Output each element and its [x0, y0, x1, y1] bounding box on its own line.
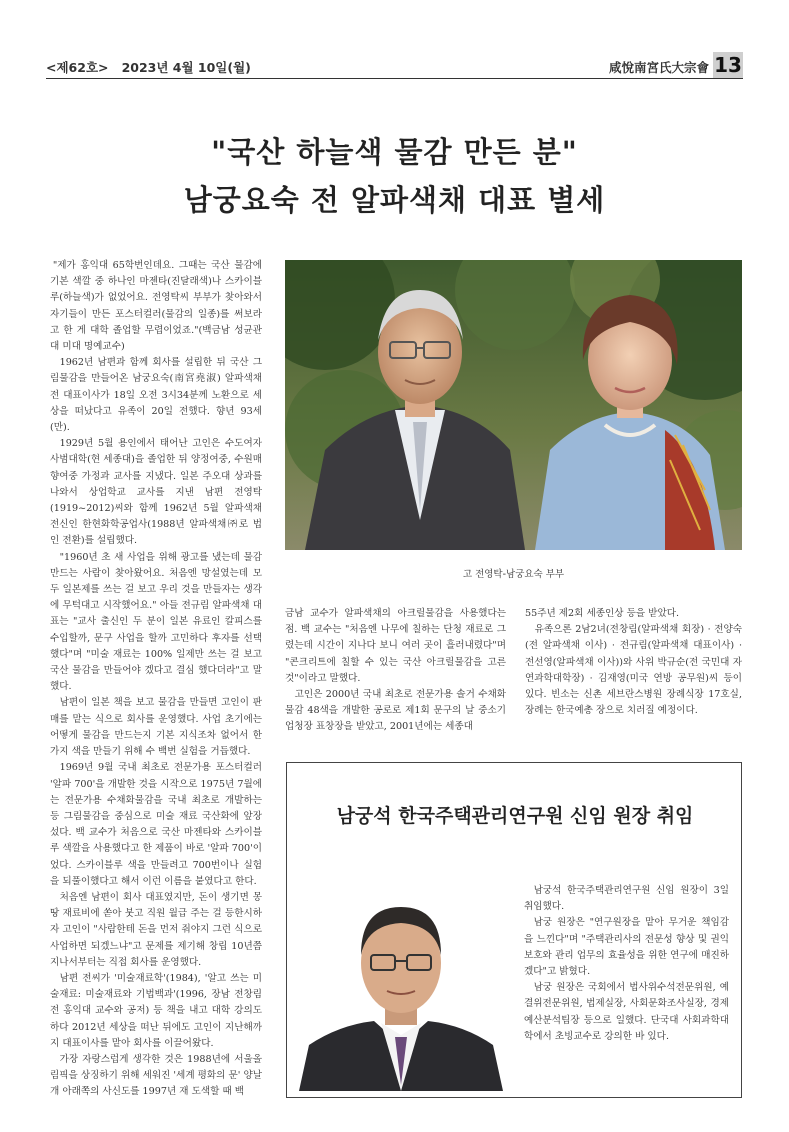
paragraph: 가장 자랑스럽게 생각한 것은 1988년에 서울올림픽을 상징하기 위해 세워진 '세계 평화의 문' 양날개 아래쪽의 사신도를 1997년 재 도색할 때 백 [50, 1053, 262, 1098]
article-column-2 [285, 606, 506, 751]
portrait-photo [299, 885, 503, 1091]
publication-date: 2023년 4월 10일(월) [121, 60, 251, 75]
page-header [46, 52, 743, 79]
paragraph: 고인은 2000년 국내 최초로 전문가용 솔거 수채화 물감 48색을 개발한 공로로 제1회 문구의 날 중소기업청장 표창장을 받았고, 2001년에는 세종대 [285, 689, 506, 733]
photo-caption: 고 전영탁-남궁요숙 부부 [462, 569, 565, 580]
article-headline: 남궁요숙 전 알파색채 대표 별세 [183, 183, 606, 217]
paragraph: 1929년 5월 용인에서 태어난 고인은 수도여자사범대학(현 세종대)을 졸업한 뒤 양정여중, 수원매향여중 가정과 교사를 지냈다. 일본 주오대 상과를 나와서 상업학교 교사를 지낸 남편 전영탁(1919~2012)씨와 함께 1962년 5월 알파색채 전신인 한현화학공업사(1988년 알파색채㈜로 법인 전환)를 설립했다. [50, 438, 262, 547]
couple-photo [285, 260, 742, 550]
paragraph: 유족으론 2남2녀(전창림(알파색채 회장) · 전양숙(전 알파색채 이사) · 전규림(알파색채 대표이사) · 전선영(알파색채 이사))와 사위 박규순(전 국민대 자연과학대학장) · 김재영(미국 연방 공무원)씨 등이 있다. 빈소는 신촌 세브란스병원 장례식장 17호실, 장례는 한국예총 장으로 치러질 예정이다. [525, 624, 742, 717]
issue-number: <제62호> [46, 60, 109, 75]
page-number: 13 [714, 53, 742, 77]
paragraph: 남궁 원장은 "연구원장을 맡아 무거운 책임감을 느낀다"며 "주택관리사의 전문성 향상 및 권익보호와 관리 업무의 효율성을 위한 연구에 매진하겠다"고 밝혔다. [524, 917, 729, 978]
paragraph: 1962년 남편과 함께 회사를 설립한 뒤 국산 그림물감을 만들어온 남궁요숙(南宮堯淑) 알파색채전 대표이사가 18일 오전 3시34분께 노환으로 세상을 떠났다고 유족이 20일 전했다. 향년 93세(만). [50, 357, 262, 434]
paragraph: 남궁석 한국주택관리연구원 신임 원장이 3일 취임했다. [524, 885, 729, 913]
appointment-article-box [286, 762, 742, 1098]
paragraph: 남궁 원장은 국회에서 법사위수석전문위원, 예결위전문위원, 법제실장, 사회문화조사실장, 경제예산분석팀장 등으로 일했다. 단국대 사회과학대학에서 초빙교수로 강의한 바 있다. [524, 982, 729, 1042]
paragraph: 금남 교수가 알파색채의 아크릴물감을 사용했다는 점. 백 교수는 "처음엔 나무에 칠하는 단청 재료로 그렸는데 시간이 지나다 보니 여러 곳이 흘러내렸다"며 "콘크리트에 칠할 수 있는 국산 아크릴물감을 고른 것"이라고 말했다. [285, 608, 506, 684]
paragraph: 남편 전씨가 '미술재료학'(1984), '알고 쓰는 미술재료: 미술재료와 기법백과'(1996, 장남 전창림 전 홍익대 교수와 공저) 등 책을 내고 대학 강의도 하다 2012년 세상을 떠난 뒤에도 고인이 지난해까지 대표이사를 맡아 회사를 이끌어왔다. [50, 972, 262, 1049]
publication-name: 咸悅南宮氏大宗會 [608, 60, 709, 75]
appointment-body [524, 883, 729, 1093]
paragraph: 처음엔 남편이 회사 대표였지만, 돈이 생기면 몽땅 재료비에 쏟아 붓고 직원 월급 주는 걸 등한시하자 고인이 "사람한테 돈을 먼저 줘야지 그런 식으로 사업하면 되겠느냐"고 문제를 제기해 창립 10년쯤 지나서부터는 직접 회사를 운영했다. [50, 891, 262, 968]
article-headline-quote: "국산 하늘색 물감 만든 분" [211, 135, 578, 169]
paragraph: 남편이 일본 책을 보고 물감을 만들면 고인이 판매를 맡는 식으로 회사를 운영했다. 사업 초기에는 어떻게 물감을 만드는지 기본 지식조차 없어서 한 가지 색을 만들기 위해 수 백번 실험을 거듭했다. [50, 697, 262, 758]
appointment-headline: 남궁석 한국주택관리연구원 신임 원장 취임 [336, 805, 694, 827]
paragraph: 1969년 9월 국내 최초로 전문가용 포스터컬러 '알파 700'을 개발한 것을 시작으로 1975년 7월에는 전문가용 수채화물감을 국내 최초로 개발하는 등 그림물감을 중심으로 미술 재료 국산화에 앞장섰다. 백 교수가 처음으로 국산 마젠타와 스카이블루 색깔을 사용했다고 한 제품이 바로 '알파 700'이었다. 스카이블루 색을 만들려고 700번이나 실험을 되풀이했다고 해서 이런 이름을 붙였다고 한다. [50, 762, 262, 887]
paragraph: "1960년 초 새 사업을 위해 광고를 냈는데 물감 만드는 사람이 찾아왔어요. 처음엔 망설였는데 모두 일본제를 쓰는 걸 보고 우리 것을 만들자는 생각에 무턱대고 시작했어요." 아들 전규림 알파색채 대표는 "교사 출신인 두 분이 일본 유료인 칼피스를 수입할까, 문구 사업을 할까 고민하다 후자를 선택했다"며 "미술 재료는 100% 일제만 쓰는 걸 보고 국산 물감을 만들어야 겠다고 결심 했다더라"고 말했다. [50, 551, 262, 693]
paragraph: "제가 홍익대 65학번인데요. 그때는 국산 물감에 기본 색깔 중 하나인 마젠타(진달래색)나 스카이블루(하늘색)가 없었어요. 전영탁씨 부부가 찾아와서 자기들이 만든 포스터컬러(물감의 일종)를 써보라고 한 게 대학 졸업할 무렵이었죠."(백금남 성균관대 미대 명예교수) [50, 260, 262, 353]
issue-date [46, 58, 251, 76]
paragraph: 55주년 제2회 세종인상 등을 받았다. [525, 608, 680, 619]
article-column-3 [525, 606, 742, 751]
article-column-1 [50, 258, 262, 1098]
